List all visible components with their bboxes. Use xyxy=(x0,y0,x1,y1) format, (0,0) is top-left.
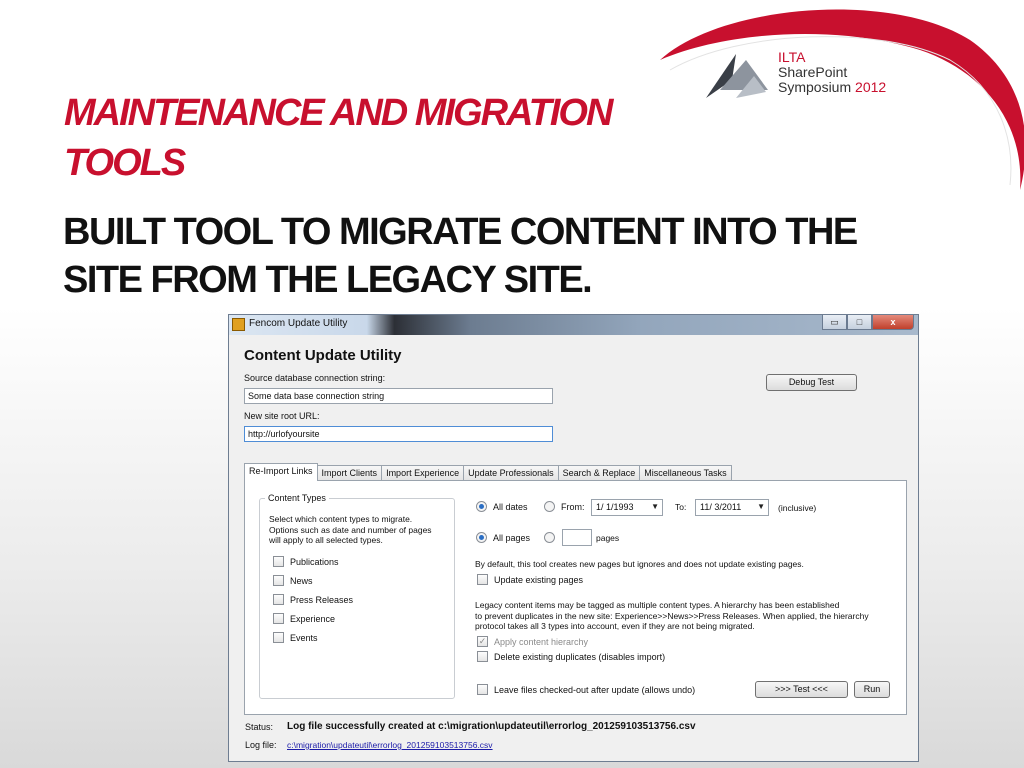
to-label: To: xyxy=(675,502,687,512)
checkbox-news[interactable] xyxy=(273,575,313,586)
checkbox-events[interactable] xyxy=(273,632,318,643)
from-date-picker[interactable] xyxy=(591,499,663,516)
tab-miscellaneous-tasks[interactable]: Miscellaneous Tasks xyxy=(639,465,731,481)
radio-all-dates[interactable] xyxy=(476,501,528,512)
page-count-input[interactable] xyxy=(562,529,592,546)
tab-page-re-import-links xyxy=(244,480,907,715)
logo-symposium: Symposium xyxy=(778,79,852,95)
slide-subtitle: BUILT TOOL TO MIGRATE CONTENT INTO THE SITE FROM THE LEGACY SITE. xyxy=(63,211,857,301)
tab-import-clients[interactable]: Import Clients xyxy=(317,465,383,481)
checkbox-label: Publications xyxy=(290,556,339,567)
logo-year: 2012 xyxy=(855,79,887,95)
radio-all-pages[interactable] xyxy=(476,532,530,543)
status-label: Status: xyxy=(245,722,274,732)
radio-page-count[interactable] xyxy=(544,532,561,543)
radio-label: All pages xyxy=(493,532,531,543)
tab-search-replace[interactable]: Search & Replace xyxy=(558,465,641,481)
checkbox-label: Experience xyxy=(290,613,336,624)
checkbox-press-releases[interactable] xyxy=(273,594,353,605)
from-date-value: 1/ 1/1993 xyxy=(596,502,634,512)
logo-sharepoint: SharePoint xyxy=(778,64,848,80)
radio-dot[interactable] xyxy=(476,532,487,543)
checkbox-update-existing[interactable] xyxy=(477,574,583,585)
close-button[interactable]: x xyxy=(872,315,914,330)
test-button[interactable]: >>> Test <<< xyxy=(755,681,848,698)
checkbox-box[interactable] xyxy=(273,594,284,605)
window-titlebar[interactable] xyxy=(229,315,918,335)
content-types-description: Select which content types to migrate. Options such as date and number of pages will apply to all selected types. xyxy=(269,514,432,545)
tab-update-professionals[interactable]: Update Professionals xyxy=(463,465,559,481)
radio-dot[interactable] xyxy=(476,501,487,512)
inclusive-note: (inclusive) xyxy=(778,503,817,513)
radio-label: From: xyxy=(561,501,585,512)
checkbox-label: Delete existing duplicates (disables import) xyxy=(494,651,666,662)
radio-label: All dates xyxy=(493,501,528,512)
checkbox-box[interactable] xyxy=(477,651,488,662)
checkbox-box[interactable] xyxy=(273,613,284,624)
status-message: Log file successfully created at c:\migration\updateutil\errorlog_201259103513756.csv xyxy=(287,721,696,732)
update-note: By default, this tool creates new pages but ignores and does not update existing pages. xyxy=(475,559,804,569)
checkbox-delete-duplicates[interactable] xyxy=(477,651,665,662)
window-title: Fencom Update Utility xyxy=(249,318,348,329)
dropdown-arrow-icon[interactable]: ▼ xyxy=(757,502,765,511)
app-heading: Content Update Utility xyxy=(244,347,402,364)
checkbox-experience[interactable] xyxy=(273,613,335,624)
tab-strip xyxy=(244,464,731,481)
debug-test-button[interactable]: Debug Test xyxy=(766,374,857,391)
checkbox-box[interactable] xyxy=(477,684,488,695)
radio-date-range[interactable] xyxy=(544,501,585,512)
app-icon xyxy=(232,318,245,331)
checkbox-leave-checked-out[interactable] xyxy=(477,684,695,695)
source-connection-label: Source database connection string: xyxy=(244,373,386,383)
checkbox-label: Leave files checked-out after update (allows undo) xyxy=(494,684,696,695)
site-url-input[interactable]: http://urlofyoursite xyxy=(244,426,553,442)
logo-ilta: ILTA xyxy=(778,49,806,65)
site-url-label: New site root URL: xyxy=(244,411,320,421)
pages-label: pages xyxy=(596,533,620,543)
legacy-note: Legacy content items may be tagged as multiple content types. A hierarchy has been established to prevent duplicates in the new site: Experience>>News>>Press Releases. When applied, the hierarchy protocol takes all 3 types into account, even if they are not being migrated. xyxy=(475,600,869,631)
radio-dot[interactable] xyxy=(544,532,555,543)
source-connection-input[interactable]: Some data base connection string xyxy=(244,388,553,404)
checkbox-box[interactable] xyxy=(477,574,488,585)
to-date-value: 11/ 3/2011 xyxy=(700,502,742,512)
logo-text xyxy=(778,50,886,95)
checkbox-box[interactable] xyxy=(273,556,284,567)
tab-re-import-links[interactable]: Re-Import Links xyxy=(244,463,318,481)
radio-dot[interactable] xyxy=(544,501,555,512)
checkbox-label: Apply content hierarchy xyxy=(494,636,589,647)
to-date-picker[interactable] xyxy=(695,499,769,516)
checkbox-box[interactable] xyxy=(273,632,284,643)
run-button[interactable]: Run xyxy=(854,681,890,698)
maximize-button[interactable]: □ xyxy=(847,315,872,330)
logfile-label: Log file: xyxy=(245,740,277,750)
checkbox-label: Press Releases xyxy=(290,594,354,605)
checkbox-box[interactable] xyxy=(273,575,284,586)
slide-title: MAINTENANCE AND MIGRATION TOOLS xyxy=(64,92,612,184)
content-types-title: Content Types xyxy=(265,493,329,503)
checkbox-label: Events xyxy=(290,632,318,643)
logfile-link[interactable]: c:\migration\updateutil\errorlog_201259103513756.csv xyxy=(287,740,493,750)
dropdown-arrow-icon[interactable]: ▼ xyxy=(651,502,659,511)
tab-import-experience[interactable]: Import Experience xyxy=(381,465,464,481)
minimize-button[interactable]: ▭ xyxy=(822,315,847,330)
checkbox-publications[interactable] xyxy=(273,556,339,567)
checkbox-label: Update existing pages xyxy=(494,574,584,585)
checkbox-box-checked[interactable]: ✓ xyxy=(478,636,487,646)
checkbox-apply-hierarchy[interactable] xyxy=(477,636,588,647)
checkbox-label: News xyxy=(290,575,313,586)
app-window xyxy=(228,314,919,762)
